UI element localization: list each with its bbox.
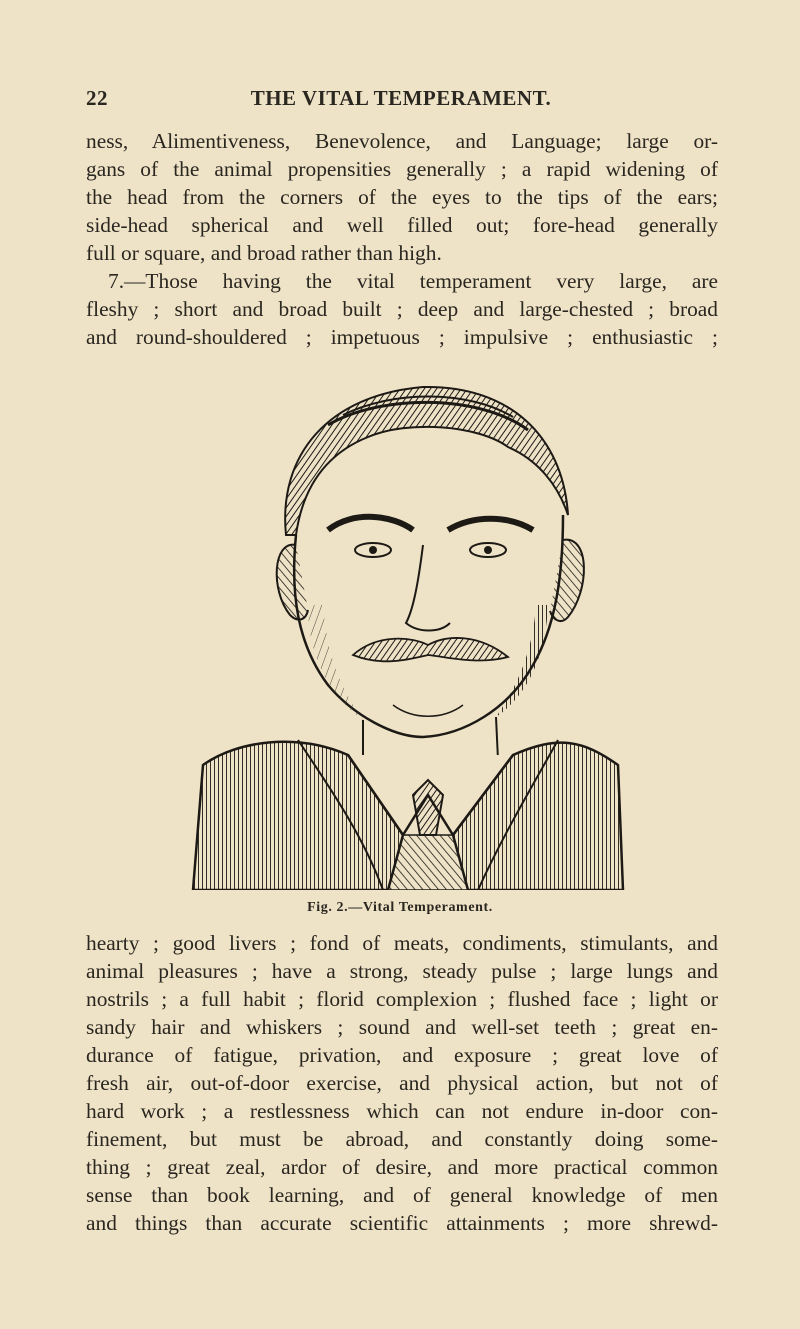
text-line: ness, Alimentiveness, Benevolence, and Language; large or- [86, 129, 718, 153]
text-line: thing ; great zeal, ardor of desire, and more practical common [86, 1155, 718, 1179]
paragraph-vital-temperament [86, 267, 718, 351]
text-line: sandy hair and whiskers ; sound and well-set teeth ; great en- [86, 1015, 718, 1039]
text-line: gans of the animal propensities generally ; a rapid widening of [86, 157, 718, 181]
text-line: hard work ; a restlessness which can not endure in-door con- [86, 1099, 718, 1123]
paragraph-vital-traits [86, 929, 718, 1237]
page-number: 22 [86, 86, 108, 110]
running-head: THE VITAL TEMPERAMENT. [250, 86, 552, 110]
figure-caption: Fig. 2.—Vital Temperament. [307, 900, 493, 915]
text-line: fleshy ; short and broad built ; deep and large-chested ; broad [86, 297, 718, 321]
text-line: fresh air, out-of-door exercise, and physical action, but not of [86, 1071, 718, 1095]
text-line: sense than book learning, and of general knowledge of men [86, 1183, 718, 1207]
text-line: finement, but must be abroad, and constantly doing some- [86, 1127, 718, 1151]
text-line: hearty ; good livers ; fond of meats, condiments, stimulants, and [86, 931, 718, 955]
text-line: 7.—Those having the vital temperament very large, are [108, 269, 718, 293]
page-header [86, 86, 716, 116]
portrait-engraving [178, 365, 638, 890]
text-line: nostrils ; a full habit ; florid complexion ; flushed face ; light or [86, 987, 718, 1011]
text-line: the head from the corners of the eyes to the tips of the ears; [86, 185, 718, 209]
text-line: animal pleasures ; have a strong, steady pulse ; large lungs and [86, 959, 718, 983]
text-line: and round-shouldered ; impetuous ; impulsive ; enthusiastic ; [86, 325, 718, 349]
text-line: durance of fatigue, privation, and exposure ; great love of [86, 1043, 718, 1067]
text-line: side-head spherical and well filled out; fore-head generally [86, 213, 718, 237]
text-line: full or square, and broad rather than high. [86, 241, 442, 265]
paragraph-phrenology [86, 127, 718, 267]
text-line: and things than accurate scientific attainments ; more shrewd- [86, 1211, 718, 1235]
